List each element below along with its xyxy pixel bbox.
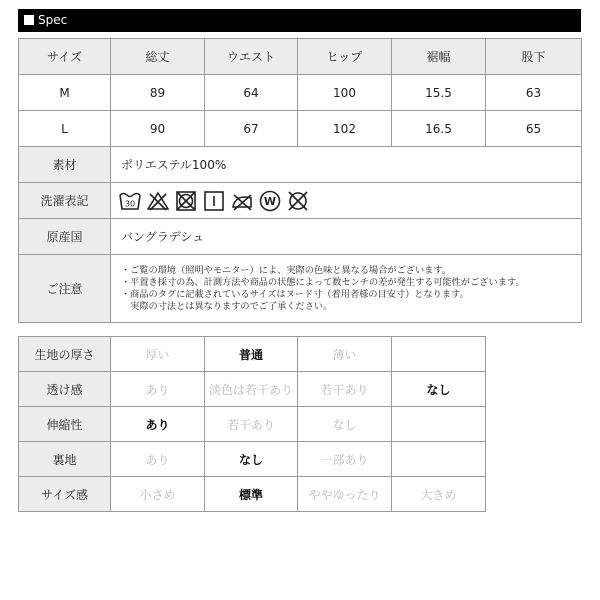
col-header-length: 総丈 [111, 39, 205, 75]
hem-cell: 15.5 [392, 75, 486, 111]
waist-cell: 67 [205, 111, 298, 147]
length-cell: 89 [111, 75, 205, 111]
feel-option-selected: 普通 [205, 337, 298, 372]
care-row [19, 183, 582, 219]
material-value: ポリエステル100% [111, 147, 582, 183]
wet-clean-letter: W [263, 194, 277, 208]
feel-option [392, 407, 486, 442]
hem-cell: 16.5 [392, 111, 486, 147]
note-line: ・商品のタグに記載されているサイズはヌード寸（着用者様の目安寸）となります。 [121, 288, 469, 300]
notes-text [111, 255, 582, 323]
feel-option: なし [298, 407, 392, 442]
spec-header [18, 9, 581, 32]
feel-option: 厚い [111, 337, 205, 372]
feel-label: 裏地 [19, 442, 111, 477]
fabric-feel-table [18, 336, 486, 512]
feel-label: 生地の厚さ [19, 337, 111, 372]
feel-option: あり [111, 372, 205, 407]
iron-low-icon [231, 190, 253, 212]
feel-option: ややゆったり [298, 477, 392, 512]
col-header-inseam: 股下 [486, 39, 582, 75]
note-line: ・ご覧の環境（照明やモニター）によ、実際の色味と異なる場合がございます。 [121, 264, 452, 276]
material-row [19, 147, 582, 183]
col-header-hip: ヒップ [298, 39, 392, 75]
feel-row-thickness [19, 337, 486, 372]
feel-label: サイズ感 [19, 477, 111, 512]
waist-cell: 64 [205, 75, 298, 111]
notes-label: ご注意 [19, 255, 111, 323]
feel-option: 薄い [298, 337, 392, 372]
origin-label: 原産国 [19, 219, 111, 255]
feel-option: あり [111, 442, 205, 477]
col-header-waist: ウエスト [205, 39, 298, 75]
feel-row-fit [19, 477, 486, 512]
feel-option: 一部あり [298, 442, 392, 477]
feel-option-selected: 標準 [205, 477, 298, 512]
table-row [19, 75, 582, 111]
feel-option [392, 442, 486, 477]
note-line: ・平置き採寸の為、計測方法や商品の状態によって数センチの差が発生する可能性がございます。 [121, 276, 525, 288]
note-line: 実際の寸法とは異なりますのでご了承ください。 [121, 300, 333, 312]
wash-temp-label: 30 [124, 199, 136, 208]
feel-option: 若干あり [205, 407, 298, 442]
feel-row-lining [19, 442, 486, 477]
col-header-hem: 裾幅 [392, 39, 486, 75]
col-header-size: サイズ [19, 39, 111, 75]
material-label: 素材 [19, 147, 111, 183]
feel-option: 小さめ [111, 477, 205, 512]
spec-table [18, 38, 582, 323]
feel-option [392, 337, 486, 372]
notes-row [19, 255, 582, 323]
feel-row-stretch [19, 407, 486, 442]
feel-option-selected: あり [111, 407, 205, 442]
feel-label: 伸縮性 [19, 407, 111, 442]
spec-header-row [19, 39, 582, 75]
origin-value: バングラデシュ [111, 219, 582, 255]
feel-option: 大きめ [392, 477, 486, 512]
care-label: 洗濯表記 [19, 183, 111, 219]
square-bullet-icon [24, 15, 34, 25]
length-cell: 90 [111, 111, 205, 147]
line-dry-icon [203, 190, 225, 212]
no-dry-clean-icon [287, 190, 309, 212]
wash-30-icon [119, 190, 141, 212]
origin-row [19, 219, 582, 255]
inseam-cell: 63 [486, 75, 582, 111]
inseam-cell: 65 [486, 111, 582, 147]
feel-label: 透け感 [19, 372, 111, 407]
spec-title: Spec [38, 13, 68, 27]
hip-cell: 102 [298, 111, 392, 147]
feel-option: 若干あり [298, 372, 392, 407]
size-cell: L [19, 111, 111, 147]
care-icons-cell [111, 183, 582, 219]
feel-option-selected: なし [205, 442, 298, 477]
no-bleach-icon [147, 190, 169, 212]
table-row [19, 111, 582, 147]
feel-row-sheerness [19, 372, 486, 407]
wet-clean-icon [259, 190, 281, 212]
no-tumble-dry-icon [175, 190, 197, 212]
size-cell: M [19, 75, 111, 111]
feel-option-selected: なし [392, 372, 486, 407]
hip-cell: 100 [298, 75, 392, 111]
feel-option: 淡色は若干あり [205, 372, 298, 407]
